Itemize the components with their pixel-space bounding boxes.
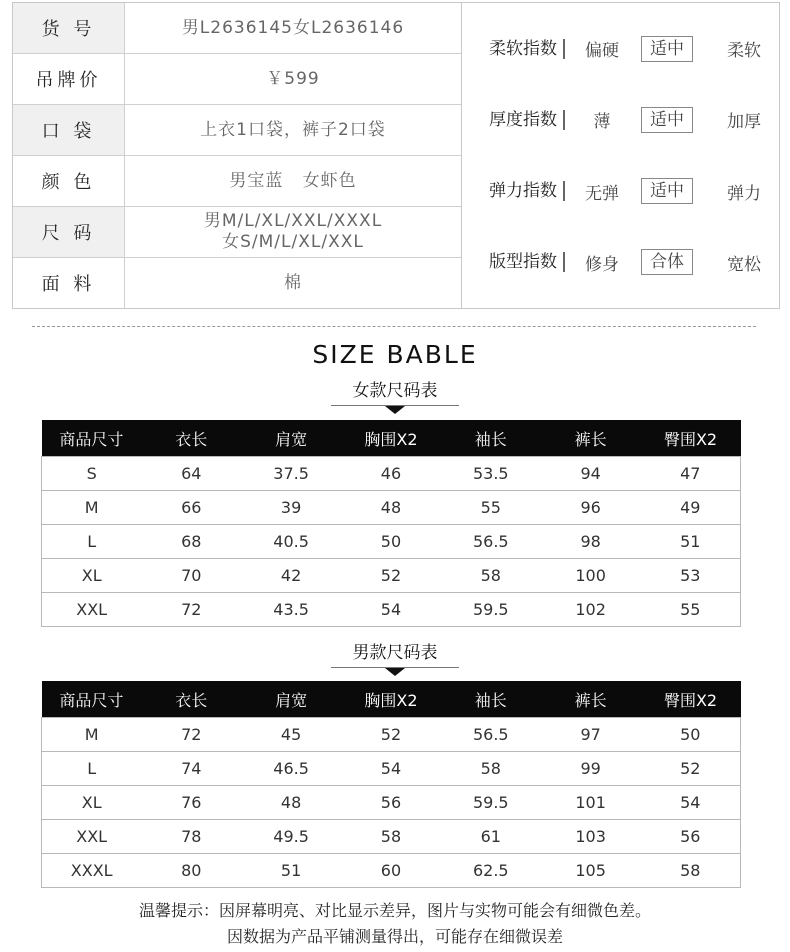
info-label: 吊牌价 (13, 54, 125, 104)
column-header: 商品尺寸 (42, 681, 142, 718)
table-cell: 70 (141, 559, 241, 593)
table-cell: 96 (541, 491, 641, 525)
table-cell: 103 (541, 820, 641, 854)
triangle-down-icon (385, 668, 405, 676)
index-option: 宽松 (727, 254, 761, 275)
tip-line-1: 温馨提示：因屏幕明亮、对比显示差异，图片与实物可能会有细微色差。 (138, 901, 651, 920)
table-cell: 60 (341, 854, 441, 888)
info-row-fabric (13, 258, 461, 308)
info-value (125, 156, 461, 206)
index-option-selected: 适中 (641, 36, 693, 62)
table-cell: 49.5 (241, 820, 341, 854)
table-cell: 55 (441, 491, 541, 525)
table-cell: 58 (641, 854, 741, 888)
table-cell: 46.5 (241, 752, 341, 786)
info-value-line: 男M/L/XL/XXL/XXXL (203, 211, 383, 231)
table-cell: 105 (541, 854, 641, 888)
table-cell: 54 (341, 593, 441, 627)
table-cell: 64 (141, 457, 241, 491)
table-cell: 58 (341, 820, 441, 854)
table-cell: 42 (241, 559, 341, 593)
table-cell: 62.5 (441, 854, 541, 888)
table-cell: 53.5 (441, 457, 541, 491)
info-label: 颜 色 (13, 156, 125, 206)
column-header: 商品尺寸 (42, 420, 142, 457)
table-row (42, 491, 741, 525)
info-value-line: 女S/M/L/XL/XXL (222, 232, 364, 252)
men-size-table (41, 681, 741, 888)
table-cell: 98 (541, 525, 641, 559)
table-cell: 94 (541, 457, 641, 491)
column-header: 肩宽 (241, 681, 341, 718)
table-header-row (42, 420, 741, 457)
table-cell: 68 (141, 525, 241, 559)
index-option: 弹力 (727, 183, 761, 204)
table-cell: 53 (641, 559, 741, 593)
table-cell: L (42, 525, 142, 559)
table-cell: 59.5 (441, 593, 541, 627)
table-row (42, 718, 741, 752)
table-row (42, 786, 741, 820)
column-header: 胸围X2 (341, 420, 441, 457)
info-label: 口 袋 (13, 105, 125, 155)
info-row-item-no (13, 3, 461, 54)
product-info-table (13, 3, 462, 308)
index-title: 弹力指数 (462, 181, 565, 201)
table-cell: 76 (141, 786, 241, 820)
column-header: 肩宽 (241, 420, 341, 457)
table-cell: 58 (441, 752, 541, 786)
info-row-color (13, 156, 461, 207)
table-cell: 80 (141, 854, 241, 888)
size-table-heading: SIZE BABLE (312, 340, 478, 369)
men-table-title (331, 638, 459, 663)
women-size-table (41, 420, 741, 627)
table-cell: 52 (341, 559, 441, 593)
info-value (125, 105, 461, 155)
index-title: 柔软指数 (462, 39, 565, 59)
info-row-sizes (13, 207, 461, 258)
info-value (125, 207, 461, 257)
info-value-line: 男宝蓝 女虾色 (229, 170, 357, 191)
table-cell: 51 (241, 854, 341, 888)
table-cell: 74 (141, 752, 241, 786)
column-header: 袖长 (441, 681, 541, 718)
table-cell: 59.5 (441, 786, 541, 820)
index-option-selected: 适中 (641, 178, 693, 204)
table-cell: 49 (641, 491, 741, 525)
index-row-fit (462, 246, 779, 278)
table-cell: 97 (541, 718, 641, 752)
info-value-line: 上衣1口袋，裤子2口袋 (200, 119, 386, 140)
info-value-line: 棉 (284, 272, 302, 293)
tip-line-2: 因数据为产品平铺测量得出，可能存在细微误差 (226, 927, 563, 946)
table-cell: 52 (341, 718, 441, 752)
table-cell: 37.5 (241, 457, 341, 491)
table-header-row (42, 681, 741, 718)
column-header: 袖长 (441, 420, 541, 457)
index-option: 修身 (585, 254, 619, 275)
column-header: 胸围X2 (341, 681, 441, 718)
info-value (125, 3, 461, 53)
dashed-divider (32, 326, 756, 327)
index-option-selected: 适中 (641, 107, 693, 133)
table-cell: 56.5 (441, 525, 541, 559)
women-table-title (331, 376, 459, 401)
table-row (42, 752, 741, 786)
table-cell: 50 (641, 718, 741, 752)
info-label: 货 号 (13, 3, 125, 53)
table-cell: XL (42, 786, 142, 820)
table-cell: 66 (141, 491, 241, 525)
table-cell: 48 (241, 786, 341, 820)
table-cell: 61 (441, 820, 541, 854)
table-cell: L (42, 752, 142, 786)
info-value-line: ￥599 (266, 68, 320, 89)
info-value-line: 男L2636145女L2636146 (181, 17, 405, 38)
column-header: 裤长 (541, 681, 641, 718)
column-header: 衣长 (141, 681, 241, 718)
table-row (42, 525, 741, 559)
info-label: 尺 码 (13, 207, 125, 257)
product-indices (462, 3, 779, 308)
table-cell: 46 (341, 457, 441, 491)
table-cell: M (42, 491, 142, 525)
table-cell: S (42, 457, 142, 491)
table-cell: 47 (641, 457, 741, 491)
column-header: 裤长 (541, 420, 641, 457)
table-cell: XXL (42, 820, 142, 854)
index-title: 版型指数 (462, 252, 565, 272)
table-cell: 40.5 (241, 525, 341, 559)
index-row-elasticity (462, 175, 779, 207)
index-row-thickness (462, 104, 779, 136)
table-cell: 54 (641, 786, 741, 820)
index-option: 无弹 (585, 183, 619, 204)
table-cell: 56.5 (441, 718, 541, 752)
table-cell: 52 (641, 752, 741, 786)
table-cell: 51 (641, 525, 741, 559)
table-cell: 45 (241, 718, 341, 752)
table-cell: 100 (541, 559, 641, 593)
table-cell: 39 (241, 491, 341, 525)
table-row (42, 593, 741, 627)
index-option: 薄 (593, 112, 611, 133)
table-cell: 101 (541, 786, 641, 820)
table-row (42, 820, 741, 854)
table-cell: XL (42, 559, 142, 593)
table-cell: XXXL (42, 854, 142, 888)
info-value (125, 54, 461, 104)
table-cell: 43.5 (241, 593, 341, 627)
table-cell: 72 (141, 593, 241, 627)
table-cell: 55 (641, 593, 741, 627)
index-option: 偏硬 (585, 41, 619, 62)
column-header: 臀围X2 (641, 420, 741, 457)
table-cell: 48 (341, 491, 441, 525)
info-label: 面 料 (13, 258, 125, 308)
product-info-box (12, 2, 780, 309)
table-cell: 72 (141, 718, 241, 752)
table-row (42, 559, 741, 593)
table-cell: 58 (441, 559, 541, 593)
column-header: 臀围X2 (641, 681, 741, 718)
index-option-selected: 合体 (641, 249, 693, 275)
index-option: 柔软 (727, 41, 761, 62)
women-table-title-text: 女款尺码表 (352, 381, 438, 401)
triangle-down-icon (385, 406, 405, 414)
index-option: 加厚 (727, 112, 761, 133)
table-row (42, 854, 741, 888)
table-cell: 99 (541, 752, 641, 786)
index-title: 厚度指数 (462, 110, 565, 130)
table-cell: 56 (341, 786, 441, 820)
table-cell: 102 (541, 593, 641, 627)
info-row-pockets (13, 105, 461, 156)
table-cell: 56 (641, 820, 741, 854)
index-row-softness (462, 33, 779, 65)
info-row-price (13, 54, 461, 105)
table-cell: 54 (341, 752, 441, 786)
men-table-title-text: 男款尺码表 (352, 643, 438, 663)
info-value (125, 258, 461, 308)
table-cell: XXL (42, 593, 142, 627)
table-row (42, 457, 741, 491)
table-cell: 78 (141, 820, 241, 854)
table-cell: M (42, 718, 142, 752)
table-cell: 50 (341, 525, 441, 559)
column-header: 衣长 (141, 420, 241, 457)
